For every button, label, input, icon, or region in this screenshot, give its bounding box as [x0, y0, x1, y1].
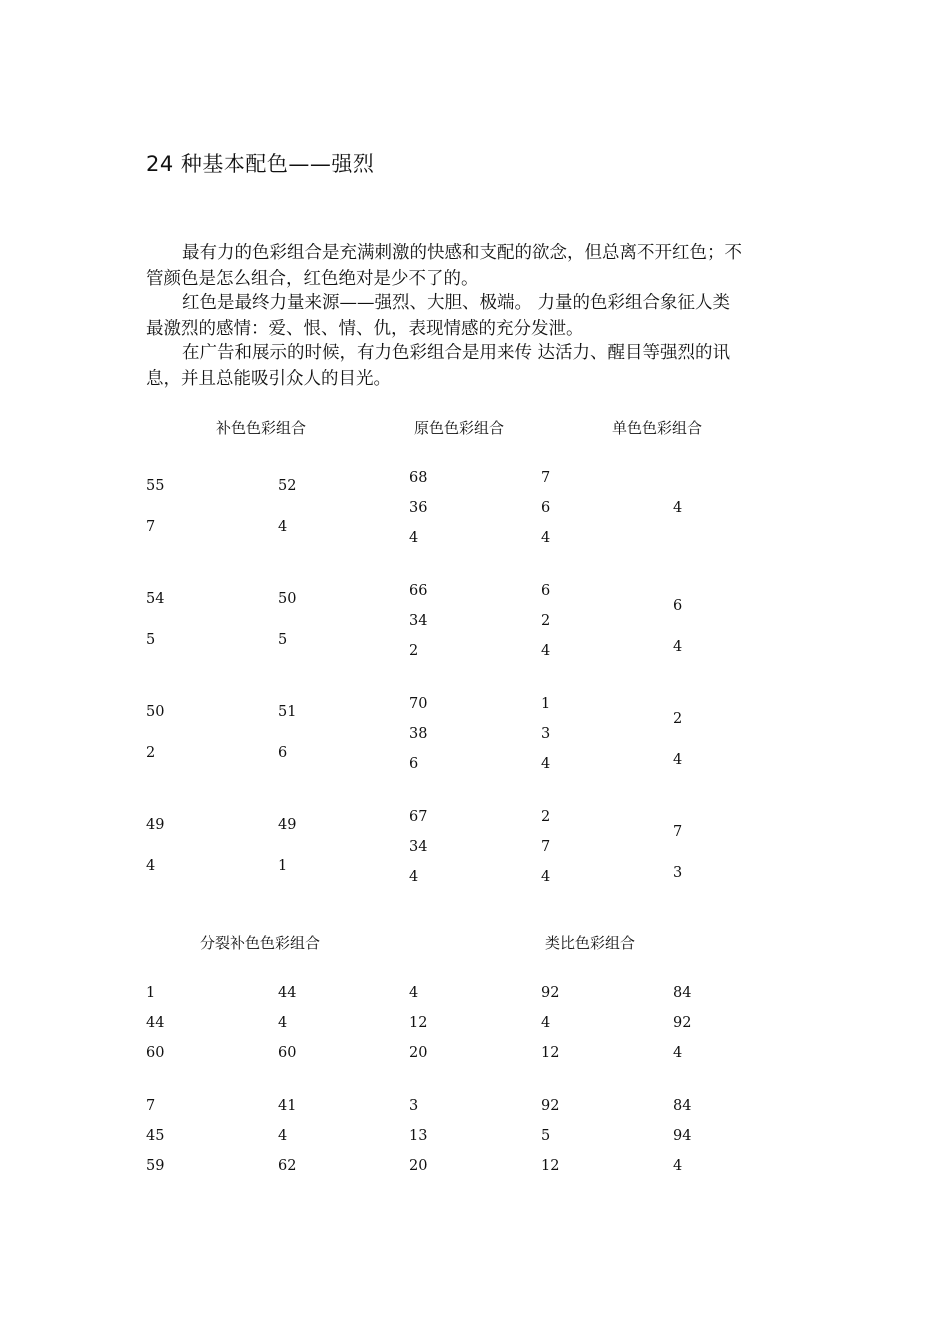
color-value: 7 [541, 470, 551, 486]
color-value: 68 [409, 470, 428, 486]
color-value: 45 [146, 1128, 165, 1144]
intro-paragraph [146, 240, 746, 292]
color-value: 4 [278, 1128, 288, 1144]
color-value: 4 [541, 756, 551, 772]
color-value: 60 [278, 1045, 297, 1061]
color-value: 49 [146, 817, 165, 833]
color-value: 20 [409, 1045, 428, 1061]
color-value: 41 [278, 1098, 297, 1114]
intro-paragraph [146, 340, 746, 392]
color-value: 7 [541, 839, 551, 855]
color-value: 44 [278, 985, 297, 1001]
color-value: 7 [146, 519, 156, 535]
color-value: 5 [146, 632, 156, 648]
color-value: 4 [673, 752, 683, 768]
header-primary: 原色色彩组合 [414, 419, 505, 437]
color-value: 7 [146, 1098, 156, 1114]
color-value: 54 [146, 591, 165, 607]
color-value: 4 [673, 1045, 683, 1061]
color-value: 12 [409, 1015, 428, 1031]
color-value: 3 [541, 726, 551, 742]
header-split-complementary: 分裂补色色彩组合 [200, 934, 321, 952]
color-value: 2 [409, 643, 419, 659]
color-value: 12 [541, 1045, 560, 1061]
color-value: 20 [409, 1158, 428, 1174]
color-value: 4 [541, 530, 551, 546]
color-value: 50 [146, 704, 165, 720]
color-value: 4 [673, 500, 683, 516]
color-value: 4 [673, 639, 683, 655]
color-value: 44 [146, 1015, 165, 1031]
color-value: 6 [541, 500, 551, 516]
color-value: 6 [673, 598, 683, 614]
color-value: 49 [278, 817, 297, 833]
color-value: 52 [278, 478, 297, 494]
intro-paragraph [146, 290, 746, 342]
paragraph-text: 在广告和展示的时候，有力色彩组合是用来传 达活力、醒目等强烈的讯息，并且总能吸引众人的目光。 [146, 343, 731, 389]
color-value: 34 [409, 613, 428, 629]
color-value: 4 [673, 1158, 683, 1174]
page-title: 24 种基本配色——强烈 [146, 152, 375, 176]
color-value: 2 [146, 745, 156, 761]
paragraph-text: 红色是最终力量来源——强烈、大胆、极端。 力量的色彩组合象征人类最激烈的感情：爱、恨、情、仇，表现情感的充分发泄。 [146, 293, 731, 339]
color-value: 6 [278, 745, 288, 761]
color-value: 4 [409, 869, 419, 885]
color-value: 59 [146, 1158, 165, 1174]
color-value: 13 [409, 1128, 428, 1144]
color-value: 12 [541, 1158, 560, 1174]
color-value: 38 [409, 726, 428, 742]
color-value: 4 [541, 1015, 551, 1031]
color-value: 4 [409, 530, 419, 546]
header-monochrome: 单色色彩组合 [612, 419, 703, 437]
header-complementary: 补色色彩组合 [216, 419, 307, 437]
color-value: 2 [541, 613, 551, 629]
color-value: 36 [409, 500, 428, 516]
color-value: 51 [278, 704, 297, 720]
color-value: 70 [409, 696, 428, 712]
color-value: 1 [278, 858, 288, 874]
color-value: 94 [673, 1128, 692, 1144]
color-value: 34 [409, 839, 428, 855]
color-value: 1 [146, 985, 156, 1001]
color-value: 4 [278, 1015, 288, 1031]
color-value: 50 [278, 591, 297, 607]
color-value: 55 [146, 478, 165, 494]
color-value: 2 [673, 711, 683, 727]
color-value: 1 [541, 696, 551, 712]
color-value: 6 [541, 583, 551, 599]
color-value: 6 [409, 756, 419, 772]
color-value: 60 [146, 1045, 165, 1061]
header-analogous: 类比色彩组合 [545, 934, 636, 952]
color-value: 7 [673, 824, 683, 840]
color-value: 4 [278, 519, 288, 535]
color-value: 4 [541, 869, 551, 885]
color-value: 92 [673, 1015, 692, 1031]
color-value: 5 [278, 632, 288, 648]
paragraph-text: 最有力的色彩组合是充满刺激的快感和支配的欲念，但总离不开红色；不管颜色是怎么组合，红色绝对是少不了的。 [146, 243, 742, 289]
color-value: 62 [278, 1158, 297, 1174]
color-value: 92 [541, 985, 560, 1001]
color-value: 2 [541, 809, 551, 825]
color-value: 4 [541, 643, 551, 659]
color-value: 84 [673, 1098, 692, 1114]
color-value: 3 [673, 865, 683, 881]
color-value: 4 [146, 858, 156, 874]
color-value: 84 [673, 985, 692, 1001]
color-value: 3 [409, 1098, 419, 1114]
color-value: 66 [409, 583, 428, 599]
color-value: 92 [541, 1098, 560, 1114]
color-value: 5 [541, 1128, 551, 1144]
color-value: 67 [409, 809, 428, 825]
color-value: 4 [409, 985, 419, 1001]
